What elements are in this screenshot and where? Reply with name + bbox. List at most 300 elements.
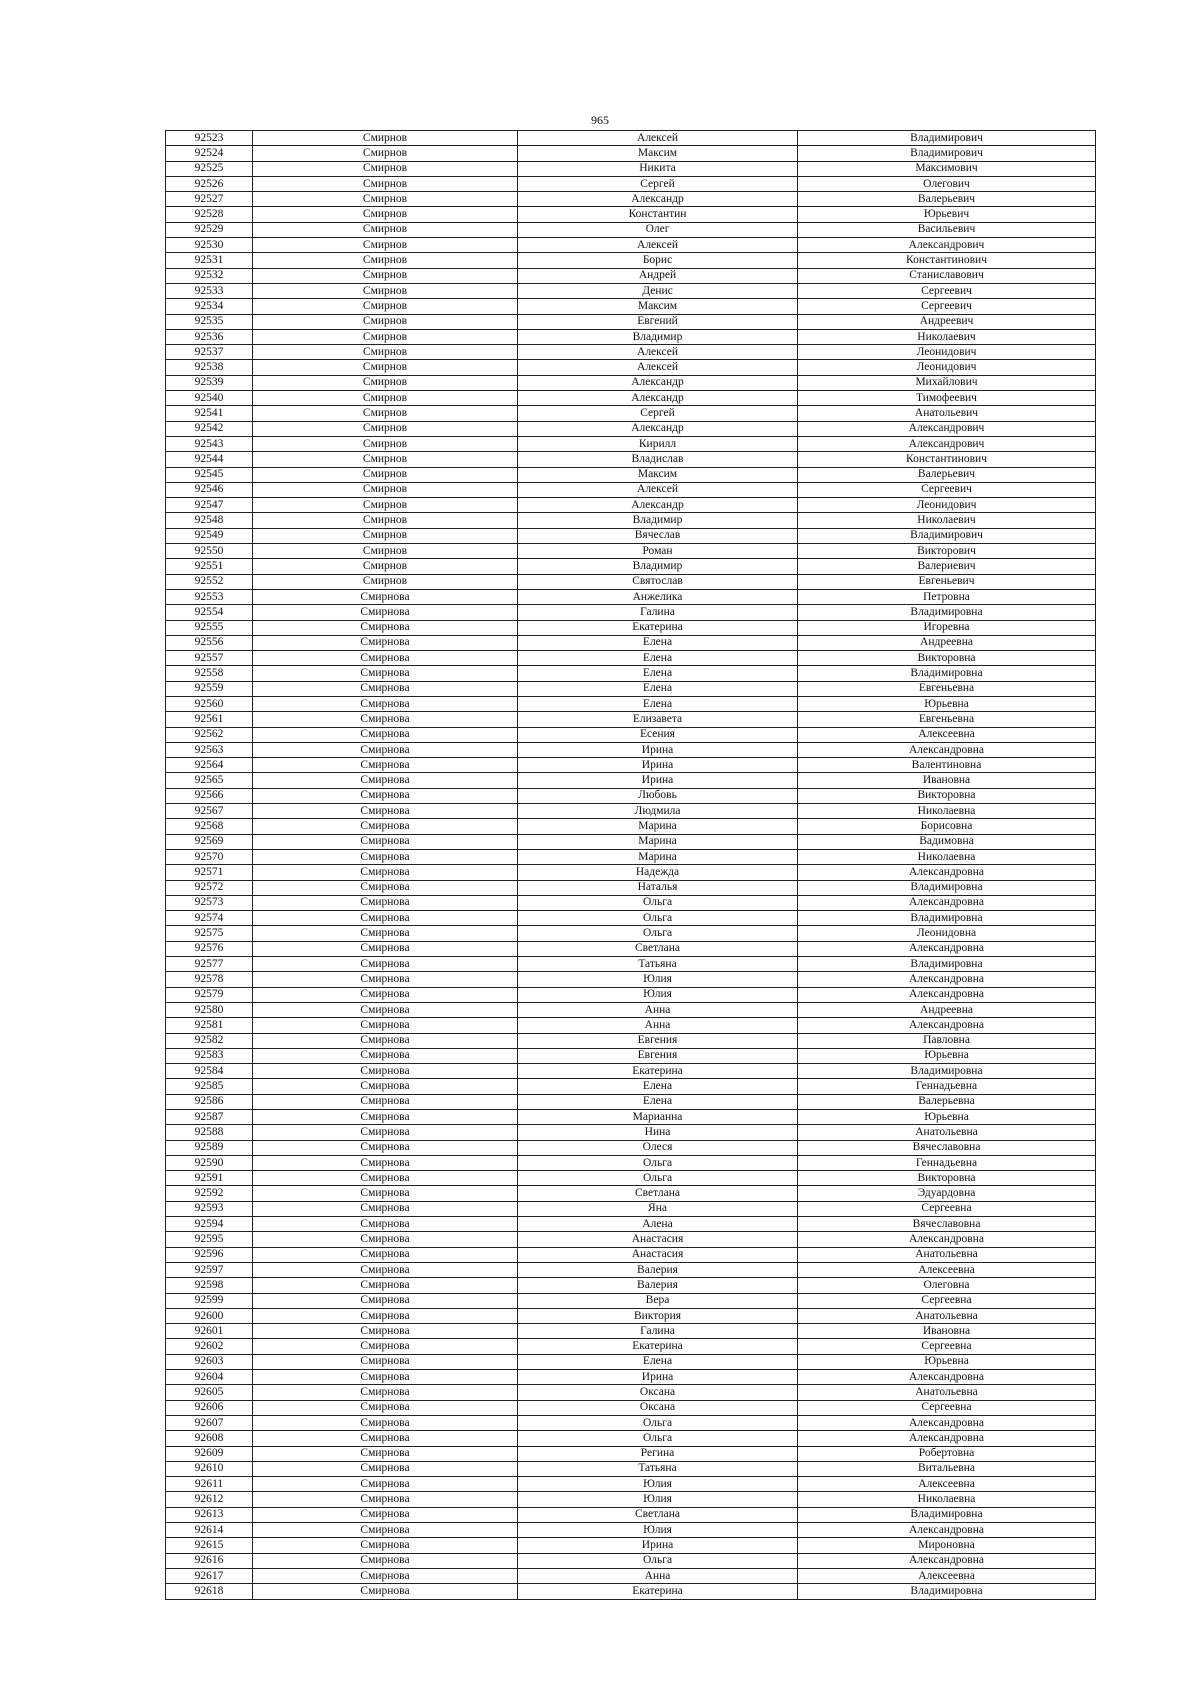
table-row <box>166 1523 1096 1538</box>
table-row <box>166 1538 1096 1553</box>
row-number-cell: 92558 <box>166 666 253 681</box>
first-name-cell: Олег <box>518 222 798 237</box>
row-number-cell: 92587 <box>166 1110 253 1125</box>
last-name-cell: Смирнова <box>253 987 518 1002</box>
row-number-cell: 92585 <box>166 1079 253 1094</box>
row-number-cell: 92581 <box>166 1018 253 1033</box>
last-name-cell: Смирнов <box>253 513 518 528</box>
table-row <box>166 834 1096 849</box>
patronymic-cell: Эдуардовна <box>798 1186 1096 1201</box>
last-name-cell: Смирнова <box>253 834 518 849</box>
table-row <box>166 911 1096 926</box>
row-number-cell: 92549 <box>166 528 253 543</box>
row-number-cell: 92540 <box>166 391 253 406</box>
last-name-cell: Смирнова <box>253 681 518 696</box>
first-name-cell: Есения <box>518 727 798 742</box>
table-row <box>166 391 1096 406</box>
patronymic-cell: Васильевич <box>798 222 1096 237</box>
patronymic-cell: Алексеевна <box>798 727 1096 742</box>
first-name-cell: Надежда <box>518 865 798 880</box>
row-number-cell: 92543 <box>166 436 253 451</box>
table-row <box>166 849 1096 864</box>
first-name-cell: Екатерина <box>518 1584 798 1599</box>
row-number-cell: 92531 <box>166 253 253 268</box>
last-name-cell: Смирнова <box>253 1033 518 1048</box>
table-row <box>166 482 1096 497</box>
row-number-cell: 92605 <box>166 1385 253 1400</box>
first-name-cell: Ирина <box>518 773 798 788</box>
last-name-cell: Смирнова <box>253 635 518 650</box>
patronymic-cell: Александровна <box>798 742 1096 757</box>
table-row <box>166 1461 1096 1476</box>
table-row <box>166 192 1096 207</box>
last-name-cell: Смирнова <box>253 911 518 926</box>
last-name-cell: Смирнова <box>253 1018 518 1033</box>
table-row <box>166 467 1096 482</box>
table-row <box>166 436 1096 451</box>
table-row <box>166 1064 1096 1079</box>
row-number-cell: 92602 <box>166 1339 253 1354</box>
table-row <box>166 788 1096 803</box>
patronymic-cell: Александровна <box>798 972 1096 987</box>
table-body <box>166 131 1096 1600</box>
last-name-cell: Смирнов <box>253 161 518 176</box>
first-name-cell: Александр <box>518 192 798 207</box>
first-name-cell: Любовь <box>518 788 798 803</box>
patronymic-cell: Робертовна <box>798 1446 1096 1461</box>
patronymic-cell: Викторович <box>798 544 1096 559</box>
row-number-cell: 92569 <box>166 834 253 849</box>
last-name-cell: Смирнова <box>253 1125 518 1140</box>
last-name-cell: Смирнова <box>253 957 518 972</box>
patronymic-cell: Николаевна <box>798 804 1096 819</box>
row-number-cell: 92604 <box>166 1370 253 1385</box>
patronymic-cell: Александрович <box>798 238 1096 253</box>
last-name-cell: Смирнов <box>253 406 518 421</box>
last-name-cell: Смирнова <box>253 926 518 941</box>
table-row <box>166 314 1096 329</box>
last-name-cell: Смирнов <box>253 421 518 436</box>
table-row <box>166 1446 1096 1461</box>
last-name-cell: Смирнова <box>253 1584 518 1599</box>
page-number: 965 <box>591 113 609 127</box>
last-name-cell: Смирнова <box>253 972 518 987</box>
last-name-cell: Смирнова <box>253 1324 518 1339</box>
table-row <box>166 1002 1096 1017</box>
last-name-cell: Смирнов <box>253 559 518 574</box>
first-name-cell: Светлана <box>518 1186 798 1201</box>
row-number-cell: 92608 <box>166 1431 253 1446</box>
first-name-cell: Борис <box>518 253 798 268</box>
first-name-cell: Алексей <box>518 345 798 360</box>
last-name-cell: Смирнов <box>253 283 518 298</box>
first-name-cell: Ольга <box>518 1553 798 1568</box>
row-number-cell: 92527 <box>166 192 253 207</box>
patronymic-cell: Валерьевич <box>798 192 1096 207</box>
patronymic-cell: Владимировна <box>798 911 1096 926</box>
last-name-cell: Смирнов <box>253 436 518 451</box>
last-name-cell: Смирнова <box>253 1278 518 1293</box>
table-row <box>166 865 1096 880</box>
row-number-cell: 92553 <box>166 589 253 604</box>
row-number-cell: 92537 <box>166 345 253 360</box>
patronymic-cell: Владимирович <box>798 146 1096 161</box>
last-name-cell: Смирнов <box>253 207 518 222</box>
table-row <box>166 498 1096 513</box>
patronymic-cell: Юрьевна <box>798 1048 1096 1063</box>
table-row <box>166 1553 1096 1568</box>
last-name-cell: Смирнов <box>253 268 518 283</box>
first-name-cell: Олеся <box>518 1140 798 1155</box>
first-name-cell: Ольга <box>518 1415 798 1430</box>
table-row <box>166 773 1096 788</box>
first-name-cell: Яна <box>518 1201 798 1216</box>
first-name-cell: Галина <box>518 605 798 620</box>
table-row <box>166 222 1096 237</box>
table-row <box>166 1155 1096 1170</box>
last-name-cell: Смирнов <box>253 375 518 390</box>
patronymic-cell: Александровна <box>798 941 1096 956</box>
patronymic-cell: Геннадьевна <box>798 1155 1096 1170</box>
first-name-cell: Александр <box>518 498 798 513</box>
last-name-cell: Смирнова <box>253 1477 518 1492</box>
patronymic-cell: Евгеньевна <box>798 681 1096 696</box>
row-number-cell: 92572 <box>166 880 253 895</box>
first-name-cell: Марина <box>518 849 798 864</box>
patronymic-cell: Леонидович <box>798 360 1096 375</box>
last-name-cell: Смирнов <box>253 222 518 237</box>
patronymic-cell: Викторовна <box>798 788 1096 803</box>
table-row <box>166 1125 1096 1140</box>
last-name-cell: Смирнов <box>253 253 518 268</box>
row-number-cell: 92555 <box>166 620 253 635</box>
patronymic-cell: Сергеевич <box>798 482 1096 497</box>
first-name-cell: Нина <box>518 1125 798 1140</box>
table-row <box>166 544 1096 559</box>
row-number-cell: 92590 <box>166 1155 253 1170</box>
first-name-cell: Александр <box>518 421 798 436</box>
patronymic-cell: Владимировна <box>798 1064 1096 1079</box>
row-number-cell: 92542 <box>166 421 253 436</box>
last-name-cell: Смирнов <box>253 131 518 146</box>
patronymic-cell: Алексеевна <box>798 1262 1096 1277</box>
row-number-cell: 92554 <box>166 605 253 620</box>
first-name-cell: Максим <box>518 146 798 161</box>
row-number-cell: 92588 <box>166 1125 253 1140</box>
patronymic-cell: Петровна <box>798 589 1096 604</box>
patronymic-cell: Александровна <box>798 1018 1096 1033</box>
table-row <box>166 666 1096 681</box>
first-name-cell: Владимир <box>518 513 798 528</box>
patronymic-cell: Мироновна <box>798 1538 1096 1553</box>
first-name-cell: Ирина <box>518 758 798 773</box>
row-number-cell: 92557 <box>166 651 253 666</box>
first-name-cell: Александр <box>518 375 798 390</box>
patronymic-cell: Олегович <box>798 176 1096 191</box>
last-name-cell: Смирнова <box>253 1507 518 1522</box>
first-name-cell: Ольга <box>518 926 798 941</box>
first-name-cell: Елена <box>518 635 798 650</box>
first-name-cell: Ольга <box>518 1171 798 1186</box>
last-name-cell: Смирнова <box>253 895 518 910</box>
last-name-cell: Смирнова <box>253 1064 518 1079</box>
first-name-cell: Ольга <box>518 895 798 910</box>
last-name-cell: Смирнова <box>253 1140 518 1155</box>
row-number-cell: 92592 <box>166 1186 253 1201</box>
row-number-cell: 92538 <box>166 360 253 375</box>
patronymic-cell: Леонидович <box>798 345 1096 360</box>
row-number-cell: 92583 <box>166 1048 253 1063</box>
row-number-cell: 92578 <box>166 972 253 987</box>
table-row <box>166 360 1096 375</box>
patronymic-cell: Владимирович <box>798 131 1096 146</box>
last-name-cell: Смирнова <box>253 1370 518 1385</box>
last-name-cell: Смирнов <box>253 299 518 314</box>
patronymic-cell: Викторовна <box>798 651 1096 666</box>
row-number-cell: 92584 <box>166 1064 253 1079</box>
patronymic-cell: Евгеньевна <box>798 712 1096 727</box>
first-name-cell: Валерия <box>518 1278 798 1293</box>
table-row <box>166 1018 1096 1033</box>
row-number-cell: 92565 <box>166 773 253 788</box>
last-name-cell: Смирнова <box>253 620 518 635</box>
row-number-cell: 92617 <box>166 1568 253 1583</box>
patronymic-cell: Владимировна <box>798 957 1096 972</box>
table-row <box>166 1094 1096 1109</box>
row-number-cell: 92562 <box>166 727 253 742</box>
first-name-cell: Ирина <box>518 742 798 757</box>
table-row <box>166 131 1096 146</box>
first-name-cell: Марианна <box>518 1110 798 1125</box>
row-number-cell: 92610 <box>166 1461 253 1476</box>
patronymic-cell: Викторовна <box>798 1171 1096 1186</box>
table-row <box>166 1278 1096 1293</box>
last-name-cell: Смирнова <box>253 605 518 620</box>
patronymic-cell: Александровна <box>798 1553 1096 1568</box>
patronymic-cell: Николаевич <box>798 329 1096 344</box>
patronymic-cell: Сергеевна <box>798 1201 1096 1216</box>
patronymic-cell: Юрьевна <box>798 696 1096 711</box>
table-row <box>166 452 1096 467</box>
patronymic-cell: Александровна <box>798 1415 1096 1430</box>
first-name-cell: Марина <box>518 834 798 849</box>
patronymic-cell: Анатольевна <box>798 1385 1096 1400</box>
last-name-cell: Смирнов <box>253 544 518 559</box>
table-row <box>166 1584 1096 1599</box>
patronymic-cell: Александровна <box>798 865 1096 880</box>
row-number-cell: 92607 <box>166 1415 253 1430</box>
row-number-cell: 92576 <box>166 941 253 956</box>
patronymic-cell: Александровна <box>798 1370 1096 1385</box>
patronymic-cell: Валериевич <box>798 559 1096 574</box>
row-number-cell: 92545 <box>166 467 253 482</box>
table-row <box>166 681 1096 696</box>
row-number-cell: 92564 <box>166 758 253 773</box>
last-name-cell: Смирнова <box>253 712 518 727</box>
row-number-cell: 92606 <box>166 1400 253 1415</box>
last-name-cell: Смирнова <box>253 1079 518 1094</box>
row-number-cell: 92591 <box>166 1171 253 1186</box>
row-number-cell: 92566 <box>166 788 253 803</box>
table-row <box>166 589 1096 604</box>
row-number-cell: 92535 <box>166 314 253 329</box>
patronymic-cell: Ивановна <box>798 773 1096 788</box>
table-row <box>166 329 1096 344</box>
table-row <box>166 1048 1096 1063</box>
row-number-cell: 92618 <box>166 1584 253 1599</box>
row-number-cell: 92544 <box>166 452 253 467</box>
last-name-cell: Смирнов <box>253 482 518 497</box>
row-number-cell: 92561 <box>166 712 253 727</box>
first-name-cell: Наталья <box>518 880 798 895</box>
row-number-cell: 92525 <box>166 161 253 176</box>
row-number-cell: 92611 <box>166 1477 253 1492</box>
row-number-cell: 92586 <box>166 1094 253 1109</box>
last-name-cell: Смирнов <box>253 574 518 589</box>
table-row <box>166 1079 1096 1094</box>
first-name-cell: Алексей <box>518 131 798 146</box>
first-name-cell: Анжелика <box>518 589 798 604</box>
table-row <box>166 528 1096 543</box>
patronymic-cell: Владимировна <box>798 666 1096 681</box>
patronymic-cell: Алексеевна <box>798 1568 1096 1583</box>
first-name-cell: Анастасия <box>518 1232 798 1247</box>
first-name-cell: Андрей <box>518 268 798 283</box>
patronymic-cell: Анатольевич <box>798 406 1096 421</box>
patronymic-cell: Юрьевна <box>798 1354 1096 1369</box>
first-name-cell: Татьяна <box>518 1461 798 1476</box>
row-number-cell: 92589 <box>166 1140 253 1155</box>
table-row <box>166 1354 1096 1369</box>
last-name-cell: Смирнова <box>253 788 518 803</box>
table-row <box>166 1477 1096 1492</box>
last-name-cell: Смирнов <box>253 329 518 344</box>
last-name-cell: Смирнова <box>253 1400 518 1415</box>
table-row <box>166 1171 1096 1186</box>
first-name-cell: Евгений <box>518 314 798 329</box>
patronymic-cell: Николаевна <box>798 849 1096 864</box>
first-name-cell: Ольга <box>518 1155 798 1170</box>
last-name-cell: Смирнов <box>253 452 518 467</box>
first-name-cell: Регина <box>518 1446 798 1461</box>
last-name-cell: Смирнова <box>253 1553 518 1568</box>
patronymic-cell: Константинович <box>798 452 1096 467</box>
last-name-cell: Смирнова <box>253 1110 518 1125</box>
row-number-cell: 92570 <box>166 849 253 864</box>
first-name-cell: Светлана <box>518 941 798 956</box>
row-number-cell: 92599 <box>166 1293 253 1308</box>
row-number-cell: 92600 <box>166 1308 253 1323</box>
last-name-cell: Смирнова <box>253 773 518 788</box>
row-number-cell: 92614 <box>166 1523 253 1538</box>
first-name-cell: Владимир <box>518 329 798 344</box>
last-name-cell: Смирнова <box>253 1232 518 1247</box>
patronymic-cell: Владимировна <box>798 880 1096 895</box>
table-row <box>166 1492 1096 1507</box>
patronymic-cell: Тимофеевич <box>798 391 1096 406</box>
table-row <box>166 375 1096 390</box>
first-name-cell: Алексей <box>518 360 798 375</box>
first-name-cell: Оксана <box>518 1400 798 1415</box>
row-number-cell: 92533 <box>166 283 253 298</box>
last-name-cell: Смирнов <box>253 146 518 161</box>
table-row <box>166 972 1096 987</box>
first-name-cell: Юлия <box>518 1477 798 1492</box>
row-number-cell: 92597 <box>166 1262 253 1277</box>
last-name-cell: Смирнов <box>253 238 518 253</box>
table-row <box>166 758 1096 773</box>
first-name-cell: Ирина <box>518 1370 798 1385</box>
table-row <box>166 161 1096 176</box>
table-row <box>166 1568 1096 1583</box>
table-row <box>166 1370 1096 1385</box>
first-name-cell: Ольга <box>518 911 798 926</box>
last-name-cell: Смирнова <box>253 696 518 711</box>
first-name-cell: Елизавета <box>518 712 798 727</box>
patronymic-cell: Анатольевна <box>798 1247 1096 1262</box>
first-name-cell: Елена <box>518 681 798 696</box>
row-number-cell: 92546 <box>166 482 253 497</box>
patronymic-cell: Олеговна <box>798 1278 1096 1293</box>
patronymic-cell: Вячеславовна <box>798 1217 1096 1232</box>
table-row <box>166 238 1096 253</box>
last-name-cell: Смирнов <box>253 360 518 375</box>
last-name-cell: Смирнова <box>253 865 518 880</box>
table-row <box>166 1415 1096 1430</box>
table-row <box>166 1186 1096 1201</box>
patronymic-cell: Александровна <box>798 1523 1096 1538</box>
names-table <box>165 130 1096 1600</box>
row-number-cell: 92567 <box>166 804 253 819</box>
last-name-cell: Смирнова <box>253 1385 518 1400</box>
first-name-cell: Галина <box>518 1324 798 1339</box>
first-name-cell: Максим <box>518 467 798 482</box>
first-name-cell: Святослав <box>518 574 798 589</box>
last-name-cell: Смирнова <box>253 1538 518 1553</box>
table-row <box>166 926 1096 941</box>
patronymic-cell: Алексеевна <box>798 1477 1096 1492</box>
last-name-cell: Смирнова <box>253 1155 518 1170</box>
first-name-cell: Максим <box>518 299 798 314</box>
table-row <box>166 1033 1096 1048</box>
patronymic-cell: Юрьевна <box>798 1110 1096 1125</box>
row-number-cell: 92532 <box>166 268 253 283</box>
first-name-cell: Анна <box>518 1568 798 1583</box>
table-row <box>166 742 1096 757</box>
table-row <box>166 620 1096 635</box>
row-number-cell: 92560 <box>166 696 253 711</box>
table-row <box>166 406 1096 421</box>
last-name-cell: Смирнова <box>253 849 518 864</box>
patronymic-cell: Анатольевна <box>798 1308 1096 1323</box>
last-name-cell: Смирнова <box>253 758 518 773</box>
row-number-cell: 92580 <box>166 1002 253 1017</box>
last-name-cell: Смирнов <box>253 345 518 360</box>
patronymic-cell: Александровна <box>798 987 1096 1002</box>
first-name-cell: Елена <box>518 696 798 711</box>
first-name-cell: Владислав <box>518 452 798 467</box>
table-row <box>166 559 1096 574</box>
row-number-cell: 92548 <box>166 513 253 528</box>
patronymic-cell: Александрович <box>798 421 1096 436</box>
patronymic-cell: Ивановна <box>798 1324 1096 1339</box>
patronymic-cell: Геннадьевна <box>798 1079 1096 1094</box>
last-name-cell: Смирнова <box>253 804 518 819</box>
row-number-cell: 92539 <box>166 375 253 390</box>
first-name-cell: Оксана <box>518 1385 798 1400</box>
last-name-cell: Смирнова <box>253 1446 518 1461</box>
row-number-cell: 92563 <box>166 742 253 757</box>
